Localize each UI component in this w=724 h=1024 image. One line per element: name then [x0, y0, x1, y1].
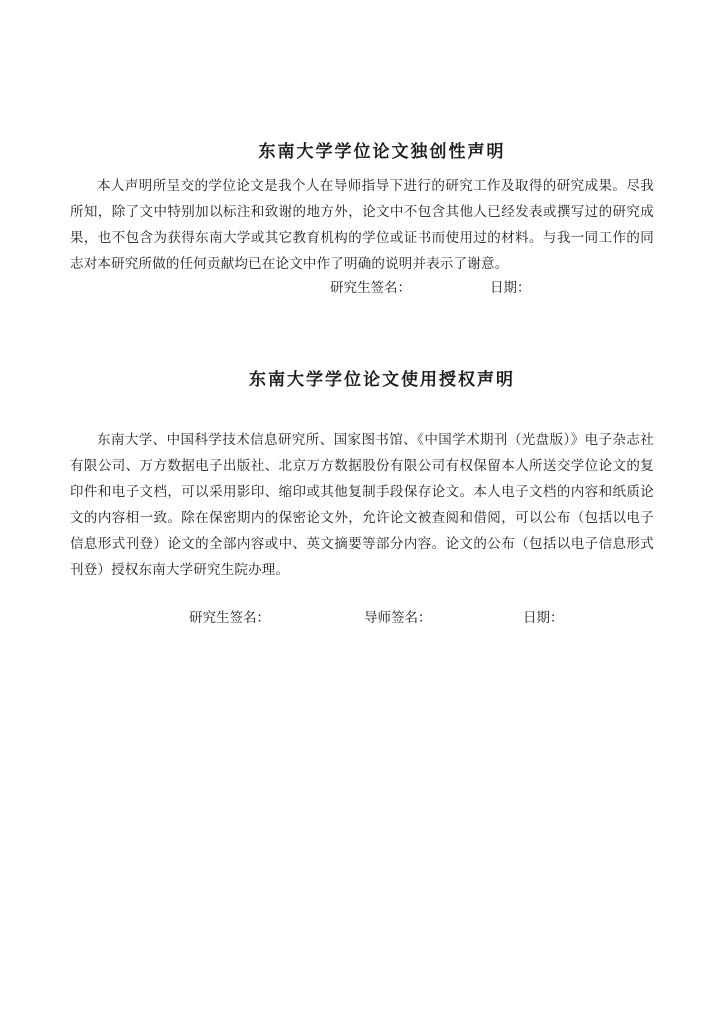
- originality-student-signature-label: 研究生签名：: [330, 280, 411, 296]
- authorization-advisor-signature-label: 导师签名：: [364, 610, 432, 626]
- authorization-date-label: 日期：: [523, 610, 564, 626]
- authorization-student-signature-label: 研究生签名：: [189, 610, 270, 626]
- originality-date-label: 日期：: [490, 280, 531, 296]
- authorization-declaration-title: 东南大学学位论文使用授权声明: [249, 370, 515, 390]
- authorization-declaration-body: 东南大学、中国科学技术信息研究所、国家图书馆、《中国学术期刊（光盘版）》电子杂志社有限公司、万方数据电子出版社、北京万方数据股份有限公司有权保留本人所送交学位论文的复印件和电子文档，可以采用影印、缩印或其他复制手段保存论文。本人电子文档的内容和纸质论文的内容相一致。除在保密期内的保密论文外，允许论文被查阅和借阅，可以公布（包括以电子信息形式刊登）论文的全部内容或中、英文摘要等部分内容。论文的公布（包括以电子信息形式刊登）授权东南大学研究生院办理。: [70, 432, 654, 578]
- originality-declaration-title: 东南大学学位论文独创性声明: [258, 142, 506, 162]
- originality-declaration-body: 本人声明所呈交的学位论文是我个人在导师指导下进行的研究工作及取得的研究成果。尽我所知，除了文中特别加以标注和致谢的地方外，论文中不包含其他人已经发表或撰写过的研究成果，也不包含为获得东南大学或其它教育机构的学位或证书而使用过的材料。与我一同工作的同志对本研究所做的任何贡献均已在论文中作了明确的说明并表示了谢意。: [70, 178, 654, 272]
